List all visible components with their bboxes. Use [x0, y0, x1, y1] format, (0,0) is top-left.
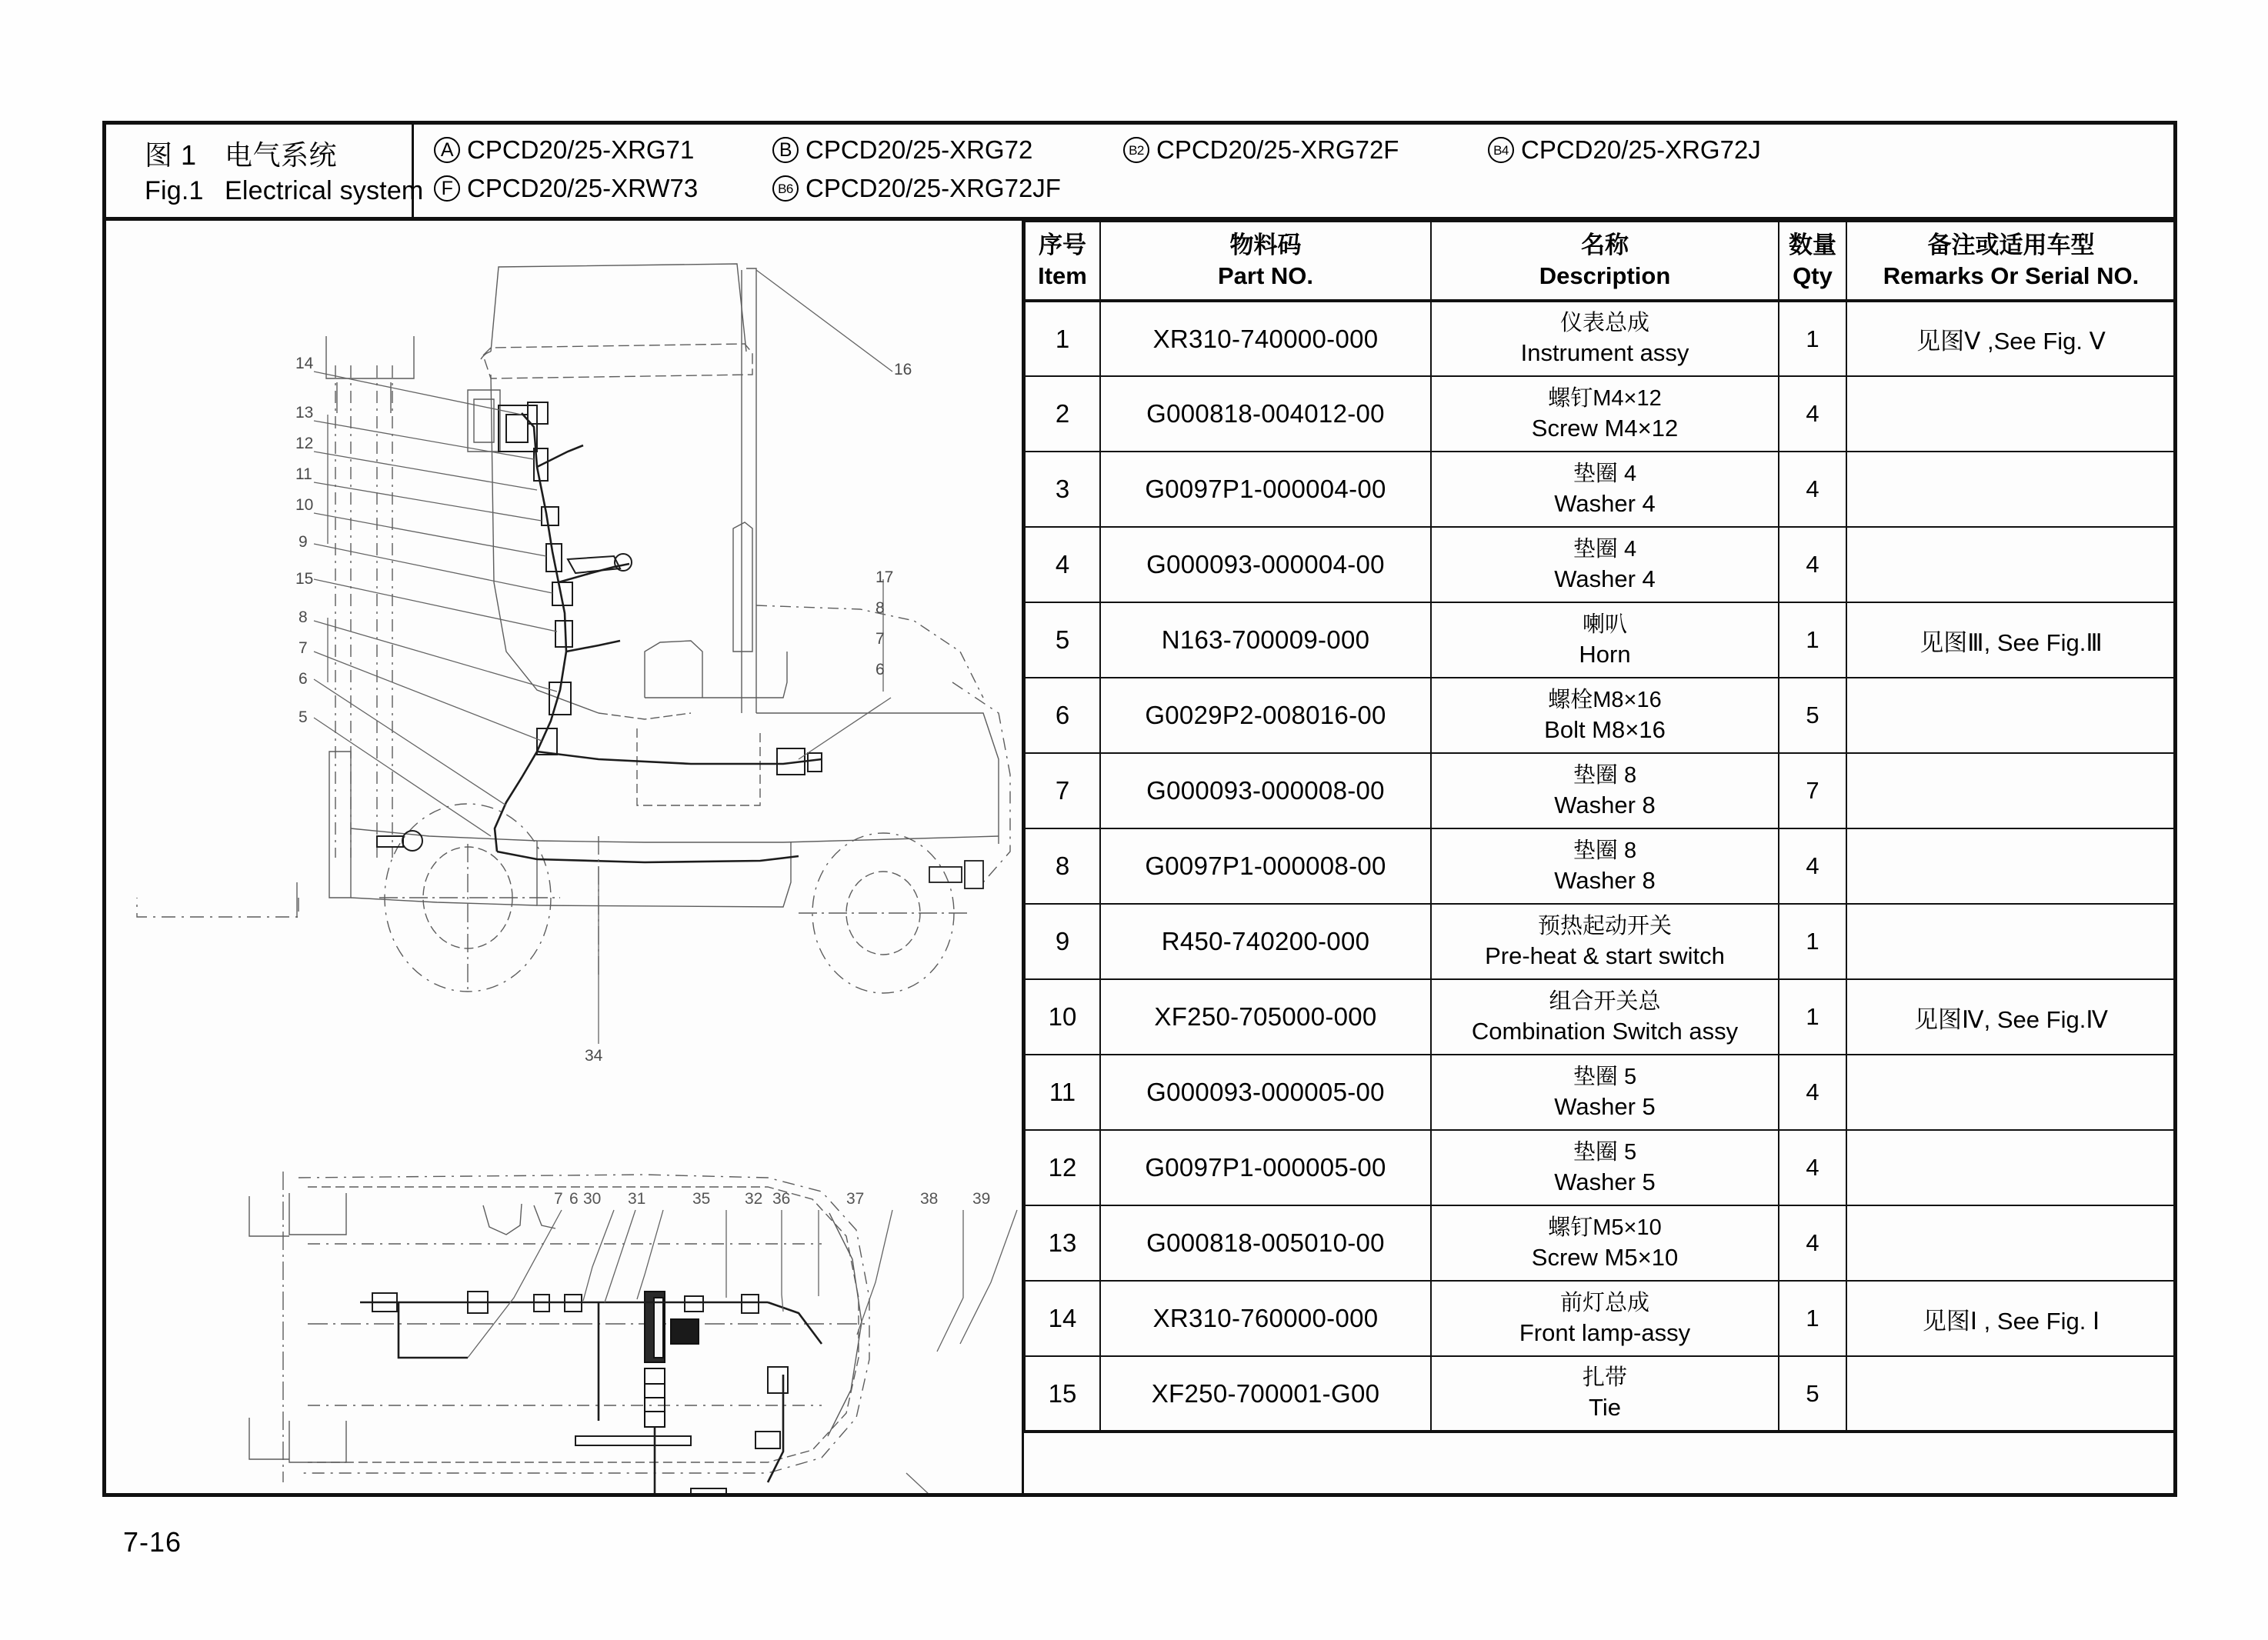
col-header-item-cn: 序号: [1039, 231, 1086, 258]
table-row: [1025, 828, 2176, 904]
cell-qty: 1: [1779, 1281, 1846, 1356]
description-en: Washer 4: [1554, 565, 1656, 592]
cell-remarks: [1846, 1356, 2176, 1432]
figure-header: [106, 125, 2173, 221]
cell-item: 5: [1025, 602, 1100, 678]
upper-left-callouts: [295, 355, 314, 726]
description-cn: 螺钉M5×10: [1548, 1215, 1662, 1240]
table-header-row: [1025, 222, 2176, 301]
description-en: Instrument assy: [1520, 339, 1689, 367]
model-badge-icon: B6: [772, 175, 799, 202]
table-row: [1025, 602, 2176, 678]
description-cn: 垫圈 4: [1573, 461, 1637, 486]
cell-description: [1431, 452, 1779, 527]
callout-34: 34: [585, 1047, 603, 1065]
model-badge-icon: B2: [1123, 137, 1149, 163]
cell-item: 3: [1025, 452, 1100, 527]
cell-qty: 1: [1779, 602, 1846, 678]
cell-remarks: [1846, 753, 2176, 828]
model-entry-b: [772, 135, 1032, 165]
description-cn: 螺钉M4×12: [1548, 385, 1662, 411]
cell-item: 14: [1025, 1281, 1100, 1356]
model-badge-icon: A: [434, 137, 460, 163]
cell-remarks: 见图Ⅴ ,See Fig. Ⅴ: [1846, 301, 2176, 376]
callout-6b: 6: [876, 661, 885, 678]
callout-13: 13: [295, 404, 314, 422]
description-cn: 垫圈 8: [1573, 762, 1637, 788]
cell-description: [1431, 1281, 1779, 1356]
cell-description: [1431, 527, 1779, 602]
table-row: [1025, 452, 2176, 527]
callout-39: 39: [972, 1190, 991, 1208]
cell-part-no: G000818-004012-00: [1100, 376, 1431, 452]
cell-remarks: [1846, 828, 2176, 904]
callout-7c: 7: [554, 1190, 563, 1208]
model-code: CPCD20/25-XRW73: [467, 174, 699, 202]
description-cn: 前灯总成: [1559, 1290, 1649, 1315]
col-header-qty-en: Qty: [1793, 262, 1833, 289]
cell-part-no: XF250-700001-G00: [1100, 1356, 1431, 1432]
description-en: Horn: [1579, 640, 1631, 668]
description-en: Washer 4: [1554, 489, 1656, 517]
description-en: Front lamp-assy: [1519, 1318, 1691, 1346]
cell-qty: 4: [1779, 452, 1846, 527]
callout-36: 36: [772, 1190, 791, 1208]
callout-5: 5: [299, 708, 308, 726]
model-code: CPCD20/25-XRG72: [805, 135, 1033, 164]
cell-remarks: [1846, 376, 2176, 452]
callout-7b: 7: [876, 630, 885, 648]
callout-7: 7: [299, 639, 308, 657]
callout-17: 17: [876, 568, 894, 586]
description-cn: 垫圈 4: [1573, 536, 1637, 562]
cell-qty: 4: [1779, 1055, 1846, 1130]
figure-number-cn: 图 1: [145, 139, 197, 171]
description-en: Washer 5: [1554, 1092, 1656, 1120]
cell-qty: 1: [1779, 301, 1846, 376]
cell-item: 15: [1025, 1356, 1100, 1432]
description-cn: 螺栓M8×16: [1548, 687, 1662, 712]
callout-31: 31: [628, 1190, 646, 1208]
cell-qty: 4: [1779, 1130, 1846, 1205]
description-cn: 扎带: [1582, 1365, 1627, 1391]
table-row: [1025, 301, 2176, 376]
parts-table: [1024, 221, 2176, 1433]
description-en: Combination Switch assy: [1471, 1017, 1739, 1045]
figure-title-en: Electrical system: [225, 176, 424, 206]
cell-qty: 1: [1779, 904, 1846, 979]
cell-part-no: G000093-000005-00: [1100, 1055, 1431, 1130]
table-row: [1025, 1281, 2176, 1356]
description-cn: 垫圈 5: [1573, 1139, 1637, 1165]
col-header-description-en: Description: [1539, 262, 1671, 289]
description-cn: 垫圈 5: [1573, 1064, 1637, 1089]
table-row: [1025, 376, 2176, 452]
cell-part-no: G000093-000008-00: [1100, 753, 1431, 828]
col-header-item: [1025, 222, 1100, 301]
description-en: Washer 8: [1554, 791, 1656, 818]
table-row: [1025, 1130, 2176, 1205]
cell-description: [1431, 828, 1779, 904]
description-cn: 仪表总成: [1559, 311, 1649, 336]
cell-part-no: XR310-740000-000: [1100, 301, 1431, 376]
callout-9: 9: [299, 533, 308, 551]
cell-description: [1431, 678, 1779, 753]
description-cn: 喇叭: [1582, 612, 1627, 637]
description-en: Washer 5: [1554, 1168, 1656, 1195]
callout-37: 37: [846, 1190, 865, 1208]
callout-38: 38: [920, 1190, 939, 1208]
cell-description: [1431, 376, 1779, 452]
figure-number-en: Fig.1: [145, 176, 204, 206]
cell-part-no: G000093-000004-00: [1100, 527, 1431, 602]
cell-qty: 7: [1779, 753, 1846, 828]
callout-6: 6: [299, 670, 308, 688]
col-header-part-no-en: Part NO.: [1217, 262, 1314, 289]
model-entry-b4: [1488, 135, 1761, 165]
cell-description: [1431, 301, 1779, 376]
model-code: CPCD20/25-XRG71: [467, 135, 695, 164]
cell-item: 4: [1025, 527, 1100, 602]
cell-description: [1431, 1205, 1779, 1281]
figure-title-en-line: [145, 174, 424, 209]
cell-remarks: 见图Ⅲ, See Fig.Ⅲ: [1846, 602, 2176, 678]
cell-description: [1431, 1356, 1779, 1432]
description-en: Washer 8: [1554, 866, 1656, 894]
col-header-qty: [1779, 222, 1846, 301]
callout-8: 8: [299, 608, 308, 626]
callout-11: 11: [295, 465, 312, 483]
cell-remarks: [1846, 1055, 2176, 1130]
model-code: CPCD20/25-XRG72JF: [805, 174, 1061, 202]
cell-qty: 1: [1779, 979, 1846, 1055]
figure-title-block: [106, 125, 424, 217]
upper-right-callouts: [876, 361, 912, 678]
description-en: Screw M4×12: [1531, 414, 1679, 442]
description-cn: 组合开关总: [1549, 988, 1661, 1014]
callout-12: 12: [295, 435, 314, 452]
model-badge-icon: B4: [1488, 137, 1514, 163]
table-row: [1025, 753, 2176, 828]
table-row: [1025, 1055, 2176, 1130]
table-row: [1025, 527, 2176, 602]
col-header-remarks-cn: 备注或适用车型: [1927, 231, 2095, 258]
model-code: CPCD20/25-XRG72J: [1521, 135, 1761, 164]
figure-title-cn-line: [145, 137, 412, 174]
cell-qty: 5: [1779, 1356, 1846, 1432]
description-cn: 预热起动开关: [1537, 913, 1672, 938]
description-en: Tie: [1589, 1394, 1621, 1422]
cell-remarks: [1846, 678, 2176, 753]
cell-qty: 4: [1779, 1205, 1846, 1281]
model-entry-f: [434, 174, 698, 203]
table-row: [1025, 1356, 2176, 1432]
col-header-description-cn: 名称: [1581, 231, 1629, 258]
model-entry-b6: [772, 174, 1061, 203]
cell-item: 12: [1025, 1130, 1100, 1205]
col-header-part-no-cn: 物料码: [1229, 231, 1302, 258]
lower-top-view: [249, 1172, 1022, 1493]
cell-part-no: N163-700009-000: [1100, 602, 1431, 678]
model-badge-icon: F: [434, 175, 460, 202]
table-row: [1025, 678, 2176, 753]
cell-remarks: 见图Ⅳ, See Fig.Ⅳ: [1846, 979, 2176, 1055]
col-header-qty-cn: 数量: [1789, 231, 1836, 258]
cell-item: 7: [1025, 753, 1100, 828]
col-header-item-en: Item: [1038, 262, 1087, 289]
callout-8b: 8: [876, 599, 885, 617]
cell-qty: 5: [1779, 678, 1846, 753]
cell-item: 10: [1025, 979, 1100, 1055]
cell-remarks: 见图Ⅰ , See Fig. Ⅰ: [1846, 1281, 2176, 1356]
cell-remarks: [1846, 904, 2176, 979]
model-entry-a: [434, 135, 694, 165]
cell-item: 1: [1025, 301, 1100, 376]
cell-item: 8: [1025, 828, 1100, 904]
model-entry-b2: [1123, 135, 1399, 165]
cell-qty: 4: [1779, 376, 1846, 452]
cell-part-no: XR310-760000-000: [1100, 1281, 1431, 1356]
callout-35: 35: [692, 1190, 711, 1208]
callout-14: 14: [295, 355, 314, 372]
description-cn: 垫圈 8: [1573, 838, 1637, 863]
cell-item: 6: [1025, 678, 1100, 753]
upper-side-view: [137, 264, 1010, 1044]
callout-32: 32: [745, 1190, 763, 1208]
description-en: Pre-heat & start switch: [1485, 942, 1725, 969]
cell-qty: 4: [1779, 527, 1846, 602]
callout-6c: 6: [569, 1190, 579, 1208]
table-row: [1025, 904, 2176, 979]
callout-10: 10: [295, 496, 314, 514]
col-header-description: [1431, 222, 1779, 301]
cell-description: [1431, 1055, 1779, 1130]
cell-qty: 4: [1779, 828, 1846, 904]
cell-item: 9: [1025, 904, 1100, 979]
cell-part-no: XF250-705000-000: [1100, 979, 1431, 1055]
cell-part-no: G0097P1-000005-00: [1100, 1130, 1431, 1205]
parts-table-pane: [1022, 221, 2176, 1493]
callout-30: 30: [583, 1190, 602, 1208]
model-code: CPCD20/25-XRG72F: [1156, 135, 1399, 164]
page-number: 7-16: [123, 1526, 182, 1558]
cell-remarks: [1846, 1205, 2176, 1281]
lower-top-callouts: [554, 1190, 990, 1208]
model-badge-icon: B: [772, 137, 799, 163]
col-header-remarks: [1846, 222, 2176, 301]
forklift-electrical-diagram-svg: [106, 221, 1022, 1493]
cell-part-no: G0097P1-000004-00: [1100, 452, 1431, 527]
table-row: [1025, 1205, 2176, 1281]
model-list: [414, 125, 2173, 217]
cell-description: [1431, 1130, 1779, 1205]
cell-item: 2: [1025, 376, 1100, 452]
col-header-remarks-en: Remarks Or Serial NO.: [1883, 262, 2140, 289]
figure-body: [106, 221, 2173, 1493]
cell-part-no: G0097P1-000008-00: [1100, 828, 1431, 904]
cell-part-no: R450-740200-000: [1100, 904, 1431, 979]
cell-remarks: [1846, 452, 2176, 527]
description-en: Bolt M8×16: [1544, 715, 1666, 743]
table-row: [1025, 979, 2176, 1055]
figure-title-cn: 电气系统: [225, 139, 338, 171]
page-frame: [102, 121, 2177, 1497]
cell-remarks: [1846, 1130, 2176, 1205]
cell-remarks: [1846, 527, 2176, 602]
col-header-part-no: [1100, 222, 1431, 301]
cell-description: [1431, 753, 1779, 828]
cell-part-no: G000818-005010-00: [1100, 1205, 1431, 1281]
cell-item: 13: [1025, 1205, 1100, 1281]
cell-description: [1431, 904, 1779, 979]
callout-16: 16: [894, 361, 912, 378]
technical-drawing: [106, 221, 1022, 1493]
callout-15: 15: [295, 570, 314, 588]
description-en: Screw M5×10: [1531, 1243, 1679, 1271]
cell-description: [1431, 979, 1779, 1055]
cell-item: 11: [1025, 1055, 1100, 1130]
cell-description: [1431, 602, 1779, 678]
cell-part-no: G0029P2-008016-00: [1100, 678, 1431, 753]
